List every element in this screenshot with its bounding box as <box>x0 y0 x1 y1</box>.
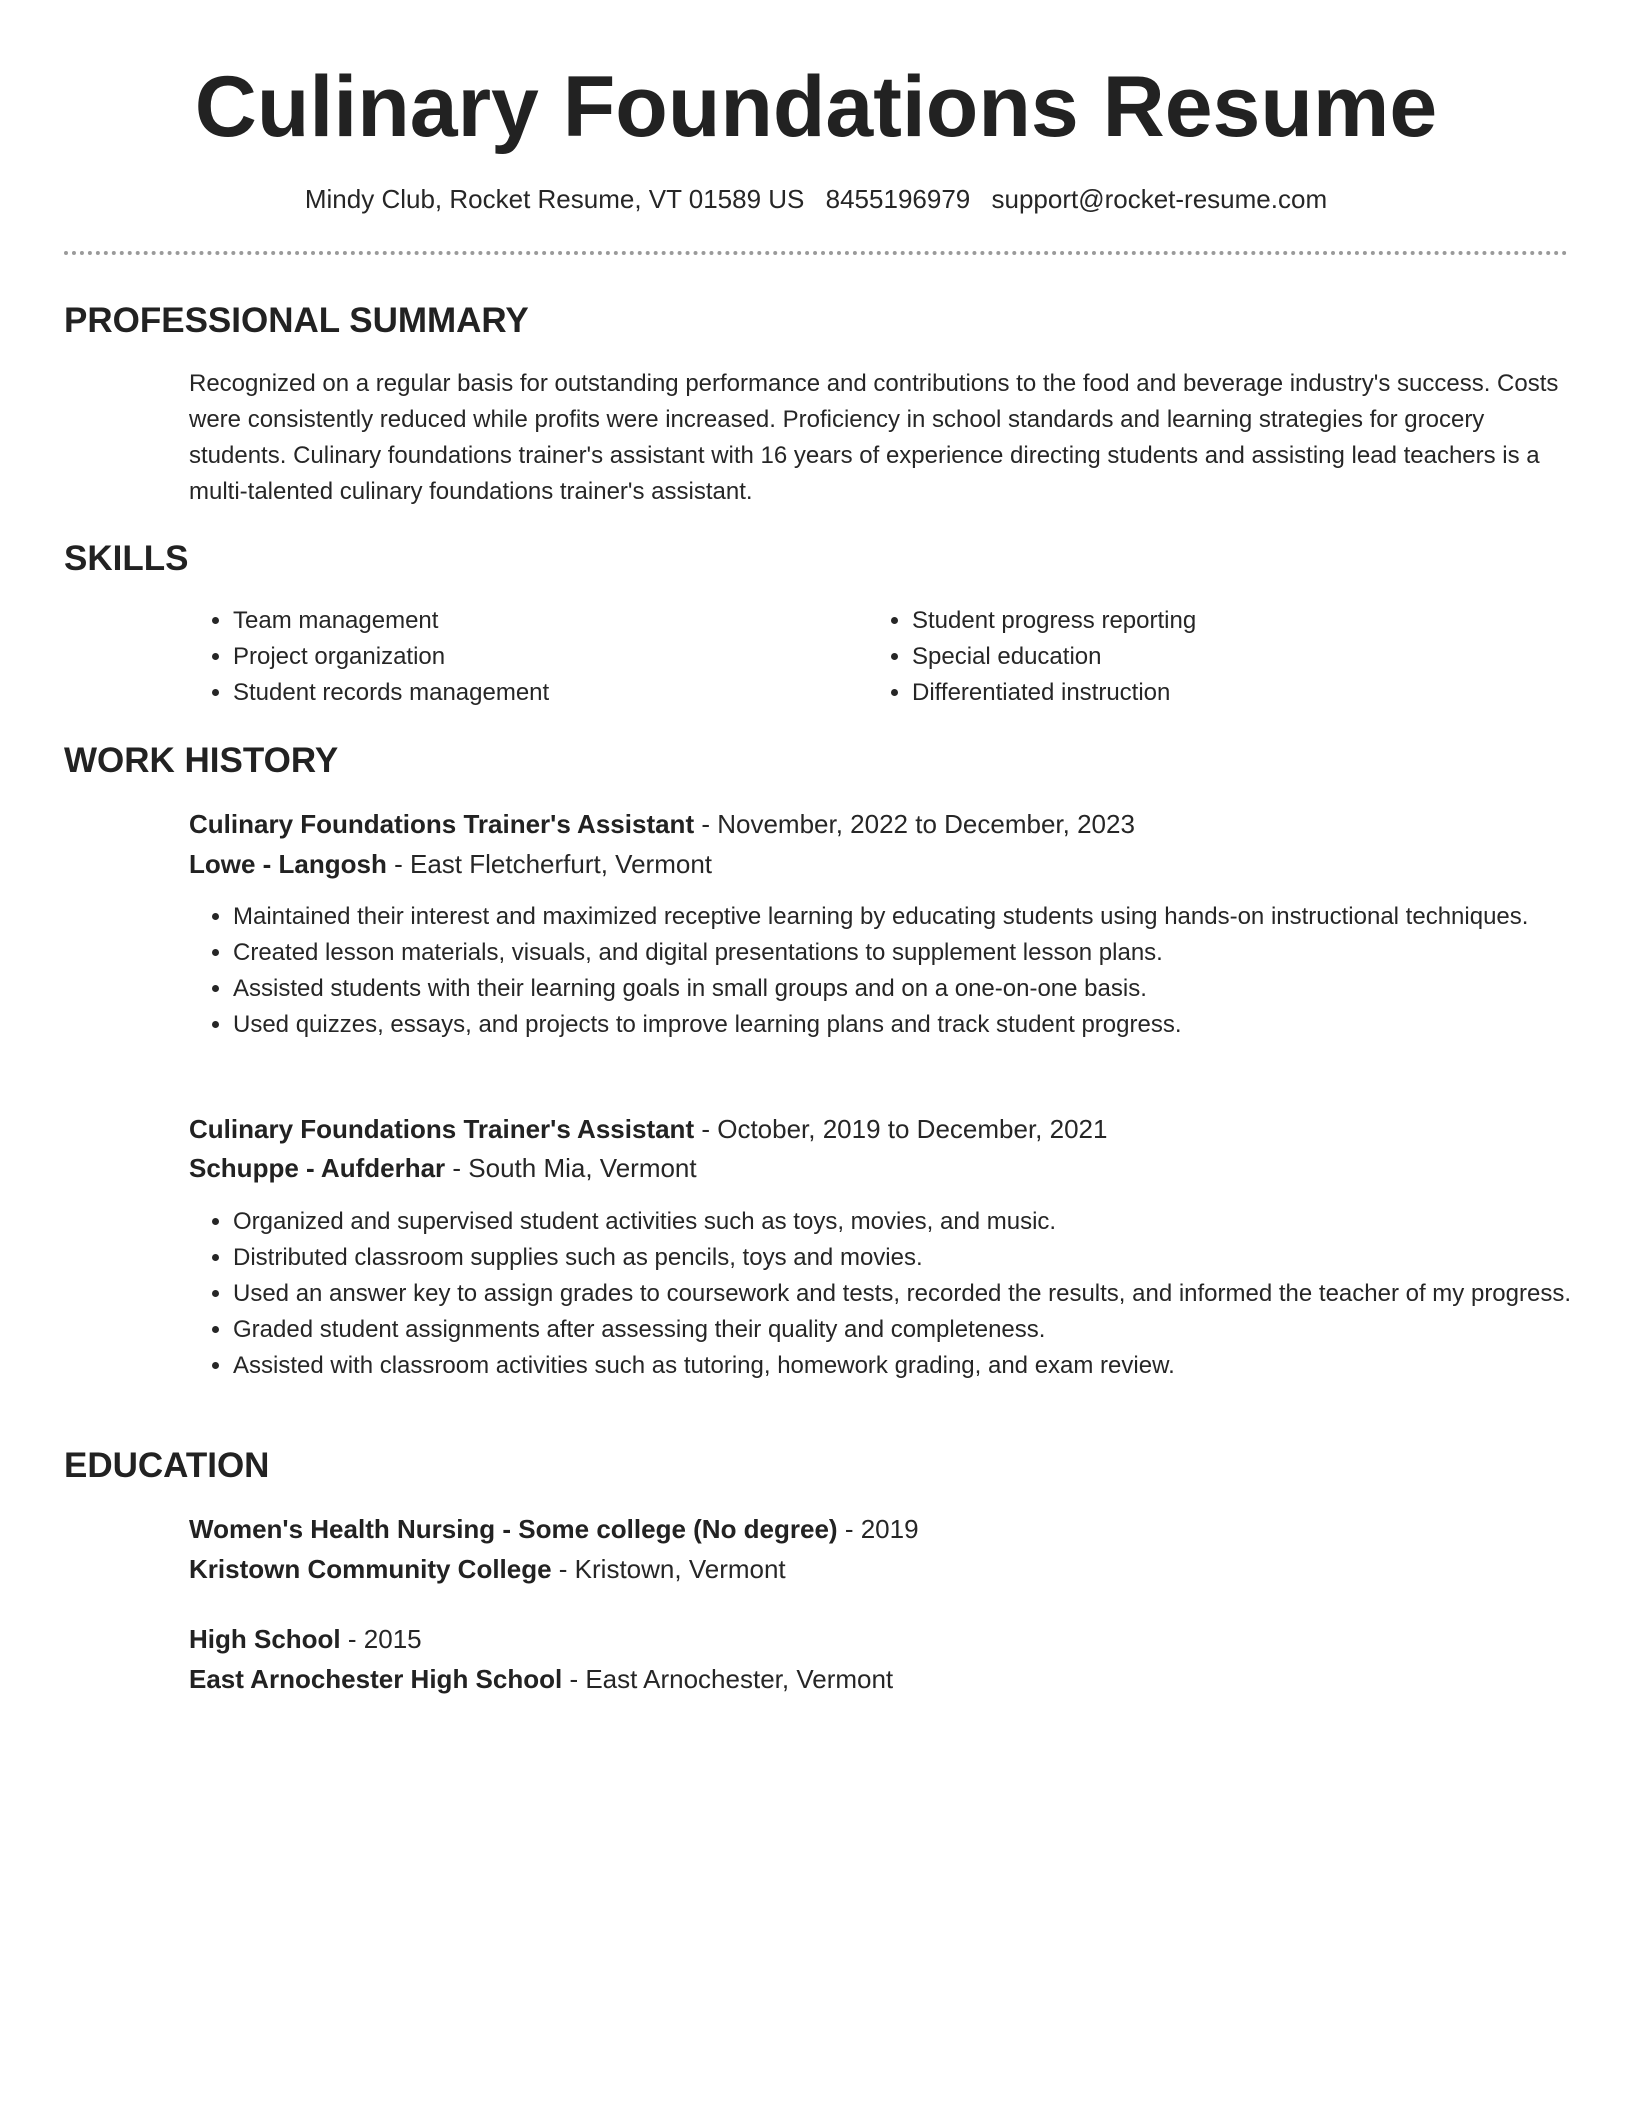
contact-line <box>0 182 1632 216</box>
section-title-skills: SKILLS <box>64 539 189 578</box>
skill-item: • Project organization <box>233 639 853 675</box>
job-dates: - October, 2019 to December, 2021 <box>694 1114 1108 1144</box>
job-company: Schuppe - Aufderhar <box>189 1153 446 1183</box>
skill-item: • Student records management <box>233 675 853 711</box>
skill-item: • Student progress reporting <box>912 603 1532 639</box>
job-location: - East Fletcherfurt, Vermont <box>386 849 713 879</box>
skill-item: • Team management <box>233 603 853 639</box>
list-item: • Used an answer key to assign grades to coursework and tests, recorded the results, and informed the teacher of my progress. <box>233 1276 1583 1312</box>
summary-text: Recognized on a regular basis for outstanding performance and contributions to the food and beverage industry's success. Costs were consistently reduced while profits were increased. Proficiency in school standards and learning strategies for grocery students. Culinary foundations trainer's assistant with 16 years of experience directing students and assisting lead teachers is a multi-talented culinary foundations trainer's assistant. <box>189 370 1559 505</box>
education-degree-line <box>189 1622 422 1656</box>
skills-list-right <box>868 603 1532 711</box>
section-title-summary: PROFESSIONAL SUMMARY <box>64 301 529 340</box>
job-bullets <box>189 899 1583 1043</box>
job-company: Lowe - Langosh <box>189 849 387 879</box>
job-title-line <box>189 807 1135 841</box>
skill-item: • Differentiated instruction <box>912 675 1532 711</box>
list-item: • Used quizzes, essays, and projects to improve learning plans and track student progress. <box>233 1007 1583 1043</box>
job-role: Culinary Foundations Trainer's Assistant <box>189 809 695 839</box>
list-item: • Assisted with classroom activities such as tutoring, homework grading, and exam review. <box>233 1348 1583 1384</box>
list-item: • Maintained their interest and maximized receptive learning by educating students using hands-on instructional techniques. <box>233 899 1583 935</box>
list-item: • Assisted students with their learning goals in small groups and on a one-on-one basis. <box>233 971 1583 1007</box>
skill-item: • Special education <box>912 639 1532 675</box>
list-item: • Graded student assignments after assessing their quality and completeness. <box>233 1312 1583 1348</box>
section-title-work: WORK HISTORY <box>64 741 339 780</box>
list-item: • Created lesson materials, visuals, and digital presentations to supplement lesson plans. <box>233 935 1583 971</box>
header-divider <box>64 251 1568 255</box>
resume-title: Culinary Foundations Resume <box>194 59 1438 155</box>
job-company-line <box>189 1151 697 1185</box>
education-degree: Women's Health Nursing - Some college (No degree) <box>189 1514 838 1544</box>
contact-address: Mindy Club, Rocket Resume, VT 01589 US <box>304 184 805 214</box>
education-school: Kristown Community College <box>189 1554 552 1584</box>
education-location: - Kristown, Vermont <box>551 1554 786 1584</box>
education-degree: High School <box>189 1624 341 1654</box>
education-location: - East Arnochester, Vermont <box>562 1664 894 1694</box>
job-bullets <box>189 1204 1583 1384</box>
job-company-line <box>189 847 712 881</box>
education-school-line <box>189 1552 786 1586</box>
job-location: - South Mia, Vermont <box>445 1153 697 1183</box>
list-item: • Distributed classroom supplies such as pencils, toys and movies. <box>233 1240 1583 1276</box>
education-school-line <box>189 1662 893 1696</box>
job-role: Culinary Foundations Trainer's Assistant <box>189 1114 695 1144</box>
education-degree-line <box>189 1512 919 1546</box>
job-title-line <box>189 1112 1107 1146</box>
education-year: - 2019 <box>837 1514 919 1544</box>
contact-email: support@rocket-resume.com <box>991 184 1328 214</box>
list-item: • Organized and supervised student activities such as toys, movies, and music. <box>233 1204 1583 1240</box>
skills-list-left <box>189 603 853 711</box>
contact-phone: 8455196979 <box>825 184 971 214</box>
education-school: East Arnochester High School <box>189 1664 563 1694</box>
section-title-education: EDUCATION <box>64 1446 270 1485</box>
education-year: - 2015 <box>340 1624 422 1654</box>
job-dates: - November, 2022 to December, 2023 <box>694 809 1135 839</box>
